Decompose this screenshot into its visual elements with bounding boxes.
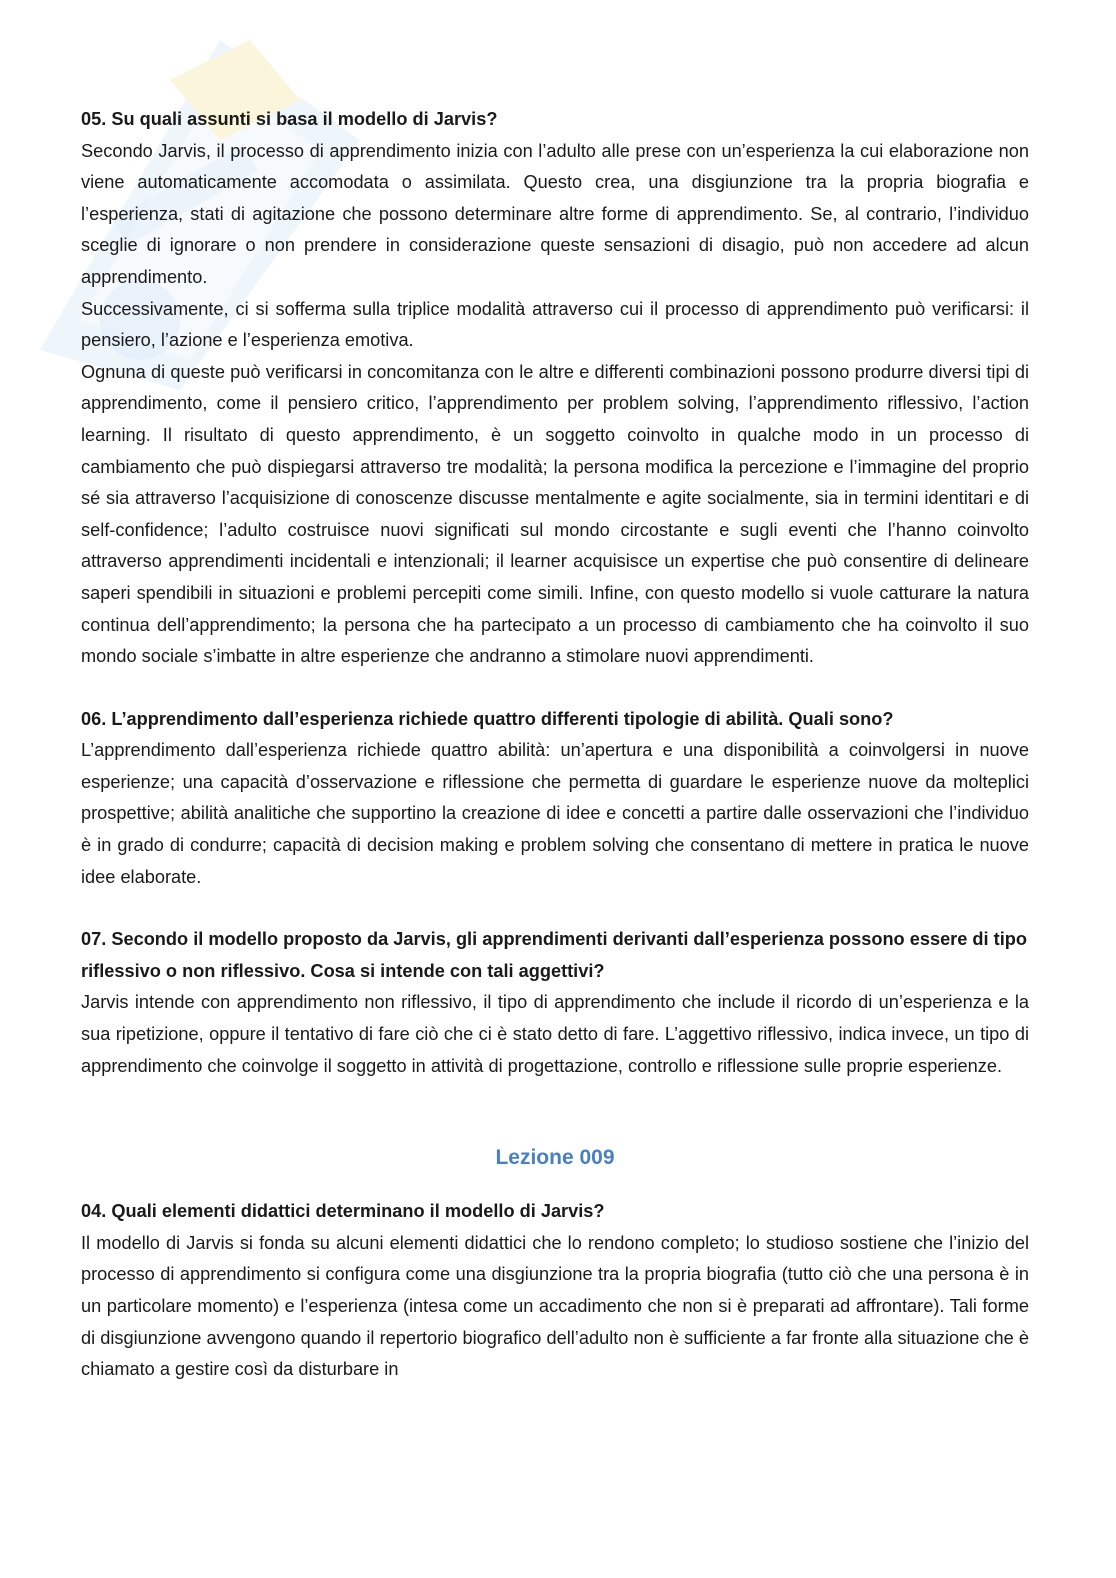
question-04: 04. Quali elementi didattici determinano il modello di Jarvis? (81, 1201, 605, 1222)
lesson-heading: Lezione 009 (495, 1146, 615, 1170)
document-page (81, 104, 1029, 1386)
question-07: 07. Secondo il modello proposto da Jarvis, gli apprendimenti derivanti dall’esperienza possono essere di tipo riflessivo o non riflessivo. Cosa si intende con tali aggettivi? (81, 929, 1027, 981)
answer-05-paragraph-3: Ognuna di queste può verificarsi in concomitanza con le altre e differenti combinazioni possono produrre diversi tipi di apprendimento, come il pensiero critico, l’apprendimento per problem solving, l’apprendimento riflessivo, l’action learning. Il risultato di questo apprendimento, è un soggetto coinvolto in qualche modo in un processo di cambiamento che può dispiegarsi attraverso tre modalità; la persona modifica la percezione e l’immagine del proprio sé sia attraverso l’acquisizione di conoscenze discusse mentalmente e agite socialmente, sia in termini identitari e di self-confidence; l’adulto costruisce nuovi significati sul mondo circostante e sugli eventi che l’hanno coinvolto attraverso apprendimenti incidentali e intenzionali; il learner acquisisce un expertise che può consentire di delineare saperi spendibili in situazioni e problemi percepiti come simili. Infine, con questo modello si vuole catturare la natura continua dell’apprendimento; la persona che ha partecipato a un processo di cambiamento che ha coinvolto il suo mondo sociale s’imbatte in altre esperienze che andranno a stimolare nuovi apprendimenti. (81, 361, 1029, 667)
answer-07-paragraph-1: Jarvis intende con apprendimento non riflessivo, il tipo di apprendimento che include il ricordo di un’esperienza e la sua ripetizione, oppure il tentativo di fare ciò che ci è stato detto di fare. L’aggettivo riflessivo, indica invece, un tipo di apprendimento che coinvolge il soggetto in attività di progettazione, controllo e riflessione sulle proprie esperienze. (81, 992, 1029, 1076)
question-06: 06. L’apprendimento dall’esperienza richiede quattro differenti tipologie di abilità. Quali sono? (81, 708, 894, 729)
answer-04-paragraph-1: Il modello di Jarvis si fonda su alcuni elementi didattici che lo rendono completo; lo studioso sostiene che l’inizio del processo di apprendimento si configura come una disgiunzione tra la propria biografia (tutto ciò che una persona è in un particolare momento) e l’esperienza (intesa come un accadimento che non si è preparati ad affrontare). Tali forme di disgiunzione avvengono quando il repertorio biografico dell’adulto non è sufficiente a far fronte alla situazione che è chiamato a gestire così da disturbare in (81, 1232, 1029, 1380)
answer-05-paragraph-2: Successivamente, ci si sofferma sulla triplice modalità attraverso cui il processo di apprendimento può verificarsi: il pensiero, l’azione e l’esperienza emotiva. (81, 298, 1029, 351)
answer-06-paragraph-1: L’apprendimento dall’esperienza richiede quattro abilità: un’apertura e una disponibilità a coinvolgersi in nuove esperienze; una capacità d’osservazione e riflessione che permetta di guardare le esperienze nuove da molteplici prospettive; abilità analitiche che supportino la creazione di idee e concetti a partire dalle osservazioni che l’individuo è in grado di condurre; capacità di decision making e problem solving che consentano di mettere in pratica le nuove idee elaborate. (81, 740, 1029, 887)
answer-05-paragraph-1: Secondo Jarvis, il processo di apprendimento inizia con l’adulto alle prese con un’esperienza la cui elaborazione non viene automaticamente accomodata o assimilata. Questo crea, una disgiunzione tra la propria biografia e l’esperienza, stati di agitazione che possono determinare altre forme di apprendimento. Se, al contrario, l’individuo sceglie di ignorare o non prendere in considerazione queste sensazioni di disagio, può non accedere ad alcun apprendimento. (81, 140, 1029, 287)
question-05: 05. Su quali assunti si basa il modello di Jarvis? (81, 109, 498, 129)
